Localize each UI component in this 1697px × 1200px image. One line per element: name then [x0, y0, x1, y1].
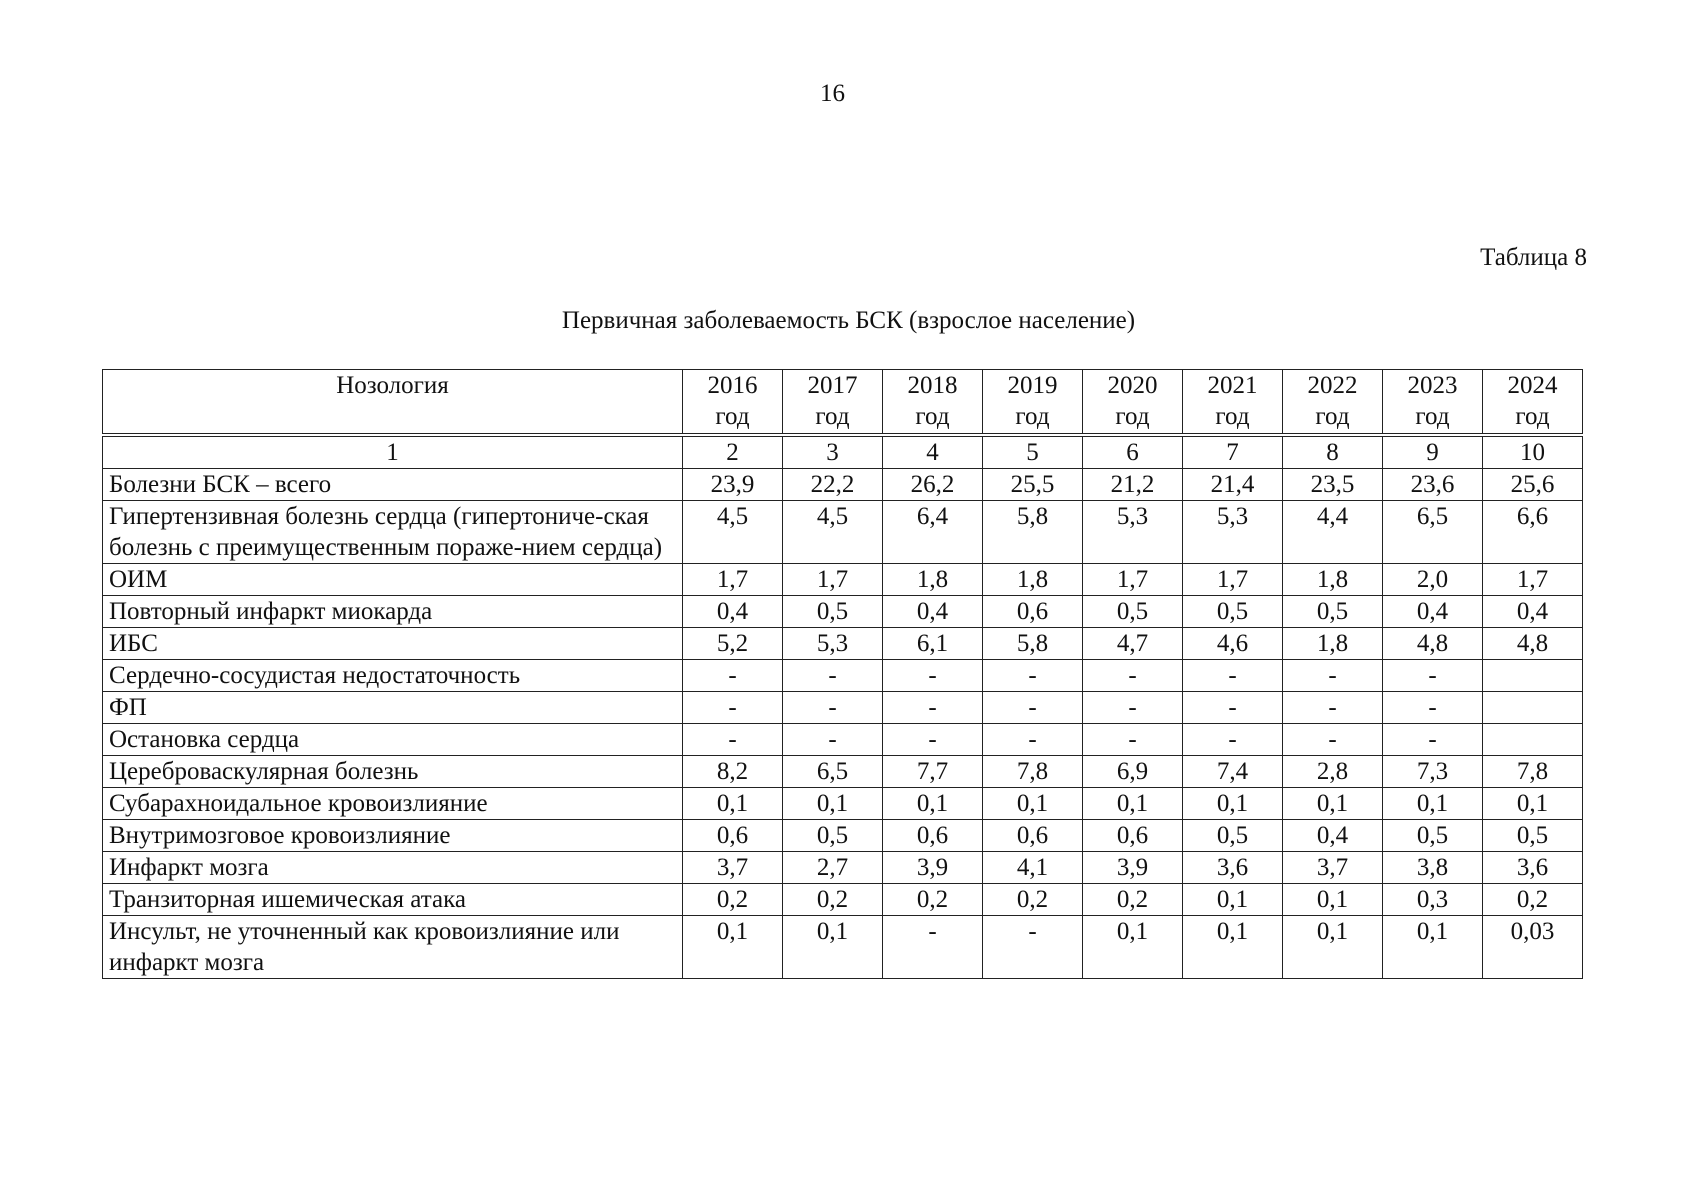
value-cell: 7,8 — [1483, 756, 1583, 788]
value-cell: 25,5 — [983, 469, 1083, 501]
header-year-2023 — [1383, 370, 1483, 436]
value-cell: 0,1 — [1383, 788, 1483, 820]
value-cell: 0,5 — [783, 820, 883, 852]
value-cell: - — [683, 692, 783, 724]
value-cell: - — [1283, 692, 1383, 724]
value-cell: 0,1 — [1183, 788, 1283, 820]
value-cell: - — [1083, 724, 1183, 756]
value-cell: - — [1383, 724, 1483, 756]
value-cell: 5,8 — [983, 628, 1083, 660]
nosology-name: Внутримозговое кровоизлияние — [103, 820, 683, 852]
value-cell: - — [1083, 692, 1183, 724]
value-cell: - — [683, 660, 783, 692]
value-cell: - — [783, 724, 883, 756]
value-cell: 0,1 — [1283, 916, 1383, 979]
value-cell: 0,6 — [983, 820, 1083, 852]
value-cell: 21,2 — [1083, 469, 1183, 501]
value-cell: 0,1 — [883, 788, 983, 820]
value-cell: 0,2 — [1483, 884, 1583, 916]
value-cell: 1,7 — [783, 564, 883, 596]
value-cell: 6,6 — [1483, 501, 1583, 564]
table-label: Таблица 8 — [1480, 244, 1587, 271]
value-cell: 3,7 — [1283, 852, 1383, 884]
value-cell: - — [883, 916, 983, 979]
nosology-name: Остановка сердца — [103, 724, 683, 756]
nosology-name: Болезни БСК – всего — [103, 469, 683, 501]
year-label: 2023 — [1407, 372, 1458, 399]
value-cell: 5,3 — [1183, 501, 1283, 564]
value-cell: 6,9 — [1083, 756, 1183, 788]
value-cell: 1,8 — [1283, 564, 1383, 596]
value-cell: 22,2 — [783, 469, 883, 501]
value-cell: 0,03 — [1483, 916, 1583, 979]
year-unit: год — [1115, 403, 1150, 430]
value-cell: 0,1 — [783, 916, 883, 979]
value-cell: 0,6 — [683, 820, 783, 852]
value-cell: 0,1 — [1283, 788, 1383, 820]
table-row — [103, 756, 1583, 788]
header-year-2018 — [883, 370, 983, 436]
header-year-2024 — [1483, 370, 1583, 436]
value-cell: 4,8 — [1483, 628, 1583, 660]
value-cell: 7,8 — [983, 756, 1083, 788]
value-cell: - — [1383, 692, 1483, 724]
year-label: 2019 — [1007, 372, 1058, 399]
value-cell: 0,4 — [683, 596, 783, 628]
value-cell: 5,8 — [983, 501, 1083, 564]
column-number: 2 — [683, 435, 783, 469]
value-cell: 0,6 — [1083, 820, 1183, 852]
value-cell: 7,7 — [883, 756, 983, 788]
value-cell: - — [1183, 692, 1283, 724]
nosology-name: Повторный инфаркт миокарда — [103, 596, 683, 628]
value-cell: - — [1183, 660, 1283, 692]
nosology-name: Транзиторная ишемическая атака — [103, 884, 683, 916]
year-label: 2020 — [1107, 372, 1158, 399]
value-cell: 0,1 — [783, 788, 883, 820]
header-year-2021 — [1183, 370, 1283, 436]
value-cell: 2,7 — [783, 852, 883, 884]
year-unit: год — [1015, 403, 1050, 430]
value-cell: - — [1083, 660, 1183, 692]
table-row — [103, 788, 1583, 820]
header-nosology: Нозология — [103, 370, 683, 436]
value-cell: - — [883, 660, 983, 692]
value-cell: 7,4 — [1183, 756, 1283, 788]
value-cell: 1,7 — [683, 564, 783, 596]
value-cell: - — [1283, 724, 1383, 756]
value-cell: 26,2 — [883, 469, 983, 501]
value-cell: 4,6 — [1183, 628, 1283, 660]
value-cell: 0,2 — [883, 884, 983, 916]
column-number: 3 — [783, 435, 883, 469]
table-row — [103, 692, 1583, 724]
value-cell: 0,1 — [1083, 916, 1183, 979]
value-cell: 23,5 — [1283, 469, 1383, 501]
value-cell: 0,2 — [983, 884, 1083, 916]
value-cell: 21,4 — [1183, 469, 1283, 501]
value-cell: 4,5 — [683, 501, 783, 564]
value-cell: 5,3 — [1083, 501, 1183, 564]
value-cell: 6,5 — [783, 756, 883, 788]
value-cell: 0,5 — [1083, 596, 1183, 628]
column-number: 8 — [1283, 435, 1383, 469]
value-cell: 0,2 — [783, 884, 883, 916]
value-cell: - — [983, 724, 1083, 756]
table-row — [103, 724, 1583, 756]
value-cell: 6,4 — [883, 501, 983, 564]
table-row — [103, 564, 1583, 596]
value-cell: - — [883, 692, 983, 724]
nosology-name: ФП — [103, 692, 683, 724]
value-cell: - — [1283, 660, 1383, 692]
value-cell: - — [1383, 660, 1483, 692]
header-year-2016 — [683, 370, 783, 436]
year-unit: год — [815, 403, 850, 430]
column-number: 7 — [1183, 435, 1283, 469]
value-cell: 0,5 — [783, 596, 883, 628]
nosology-name: ОИМ — [103, 564, 683, 596]
value-cell: - — [983, 692, 1083, 724]
value-cell: 3,7 — [683, 852, 783, 884]
year-label: 2016 — [707, 372, 758, 399]
value-cell: 4,8 — [1383, 628, 1483, 660]
value-cell: 3,8 — [1383, 852, 1483, 884]
column-number: 4 — [883, 435, 983, 469]
table-row — [103, 628, 1583, 660]
value-cell: 0,6 — [983, 596, 1083, 628]
header-year-2020 — [1083, 370, 1183, 436]
value-cell: 6,5 — [1383, 501, 1483, 564]
year-unit: год — [915, 403, 950, 430]
page-number: 16 — [820, 80, 845, 107]
year-label: 2024 — [1507, 372, 1558, 399]
value-cell: 1,8 — [1283, 628, 1383, 660]
table-row — [103, 884, 1583, 916]
value-cell: 0,1 — [683, 788, 783, 820]
value-cell: 1,7 — [1083, 564, 1183, 596]
table-row — [103, 916, 1583, 979]
value-cell: 0,4 — [1483, 596, 1583, 628]
value-cell: 0,5 — [1383, 820, 1483, 852]
table-row — [103, 660, 1583, 692]
value-cell: 4,7 — [1083, 628, 1183, 660]
nosology-name: Цереброваскулярная болезнь — [103, 756, 683, 788]
table-title: Первичная заболеваемость БСК (взрослое население) — [561, 307, 1136, 334]
nosology-name: Инсульт, не уточненный как кровоизлияние или инфаркт мозга — [103, 916, 683, 979]
nosology-name: ИБС — [103, 628, 683, 660]
value-cell: 0,2 — [1083, 884, 1183, 916]
value-cell: 25,6 — [1483, 469, 1583, 501]
column-number: 10 — [1483, 435, 1583, 469]
table-row — [103, 820, 1583, 852]
value-cell — [1483, 692, 1583, 724]
value-cell: - — [983, 660, 1083, 692]
value-cell: 7,3 — [1383, 756, 1483, 788]
column-number: 1 — [103, 435, 683, 469]
value-cell: 5,2 — [683, 628, 783, 660]
value-cell: 0,1 — [1383, 916, 1483, 979]
value-cell: 0,1 — [1483, 788, 1583, 820]
value-cell: - — [883, 724, 983, 756]
value-cell: 0,1 — [983, 788, 1083, 820]
value-cell: 3,9 — [883, 852, 983, 884]
value-cell: 4,5 — [783, 501, 883, 564]
value-cell: 0,5 — [1183, 596, 1283, 628]
value-cell: 4,4 — [1283, 501, 1383, 564]
value-cell: 1,7 — [1483, 564, 1583, 596]
nosology-name: Субарахноидальное кровоизлияние — [103, 788, 683, 820]
value-cell: 3,9 — [1083, 852, 1183, 884]
value-cell: 0,1 — [1283, 884, 1383, 916]
value-cell: 5,3 — [783, 628, 883, 660]
year-label: 2017 — [807, 372, 858, 399]
value-cell: 0,3 — [1383, 884, 1483, 916]
header-row — [103, 370, 1583, 436]
value-cell: 23,6 — [1383, 469, 1483, 501]
nosology-name: Сердечно-сосудистая недостаточность — [103, 660, 683, 692]
table-row — [103, 852, 1583, 884]
value-cell: 3,6 — [1483, 852, 1583, 884]
value-cell: 23,9 — [683, 469, 783, 501]
value-cell: - — [983, 916, 1083, 979]
value-cell: 2,0 — [1383, 564, 1483, 596]
value-cell: 0,4 — [883, 596, 983, 628]
value-cell: 4,1 — [983, 852, 1083, 884]
value-cell: 0,1 — [683, 916, 783, 979]
value-cell: 0,1 — [1083, 788, 1183, 820]
nosology-name: Инфаркт мозга — [103, 852, 683, 884]
value-cell — [1483, 724, 1583, 756]
value-cell: 0,4 — [1283, 820, 1383, 852]
header-year-2017 — [783, 370, 883, 436]
value-cell: 1,8 — [883, 564, 983, 596]
value-cell: 8,2 — [683, 756, 783, 788]
year-label: 2021 — [1207, 372, 1258, 399]
value-cell: 0,2 — [683, 884, 783, 916]
table-row — [103, 469, 1583, 501]
year-unit: год — [715, 403, 750, 430]
column-number-row — [103, 435, 1583, 469]
value-cell: - — [783, 660, 883, 692]
column-number: 5 — [983, 435, 1083, 469]
column-number: 6 — [1083, 435, 1183, 469]
header-year-2019 — [983, 370, 1083, 436]
year-label: 2018 — [907, 372, 958, 399]
value-cell: 0,5 — [1283, 596, 1383, 628]
value-cell: - — [783, 692, 883, 724]
value-cell: 6,1 — [883, 628, 983, 660]
value-cell — [1483, 660, 1583, 692]
value-cell: 3,6 — [1183, 852, 1283, 884]
year-label: 2022 — [1307, 372, 1358, 399]
value-cell: 2,8 — [1283, 756, 1383, 788]
value-cell: 0,4 — [1383, 596, 1483, 628]
column-number: 9 — [1383, 435, 1483, 469]
nosology-name: Гипертензивная болезнь сердца (гипертониче-ская болезнь с преимущественным пораже-нием сердца) — [103, 501, 683, 564]
year-unit: год — [1215, 403, 1250, 430]
value-cell: 0,1 — [1183, 884, 1283, 916]
table-row — [103, 596, 1583, 628]
value-cell: 0,5 — [1183, 820, 1283, 852]
year-unit: год — [1315, 403, 1350, 430]
value-cell: 1,8 — [983, 564, 1083, 596]
table-row — [103, 501, 1583, 564]
year-unit: год — [1515, 403, 1550, 430]
value-cell: 0,6 — [883, 820, 983, 852]
morbidity-table — [102, 369, 1583, 979]
value-cell: 0,1 — [1183, 916, 1283, 979]
value-cell: - — [683, 724, 783, 756]
value-cell: 1,7 — [1183, 564, 1283, 596]
value-cell: 0,5 — [1483, 820, 1583, 852]
value-cell: - — [1183, 724, 1283, 756]
header-year-2022 — [1283, 370, 1383, 436]
year-unit: год — [1415, 403, 1450, 430]
